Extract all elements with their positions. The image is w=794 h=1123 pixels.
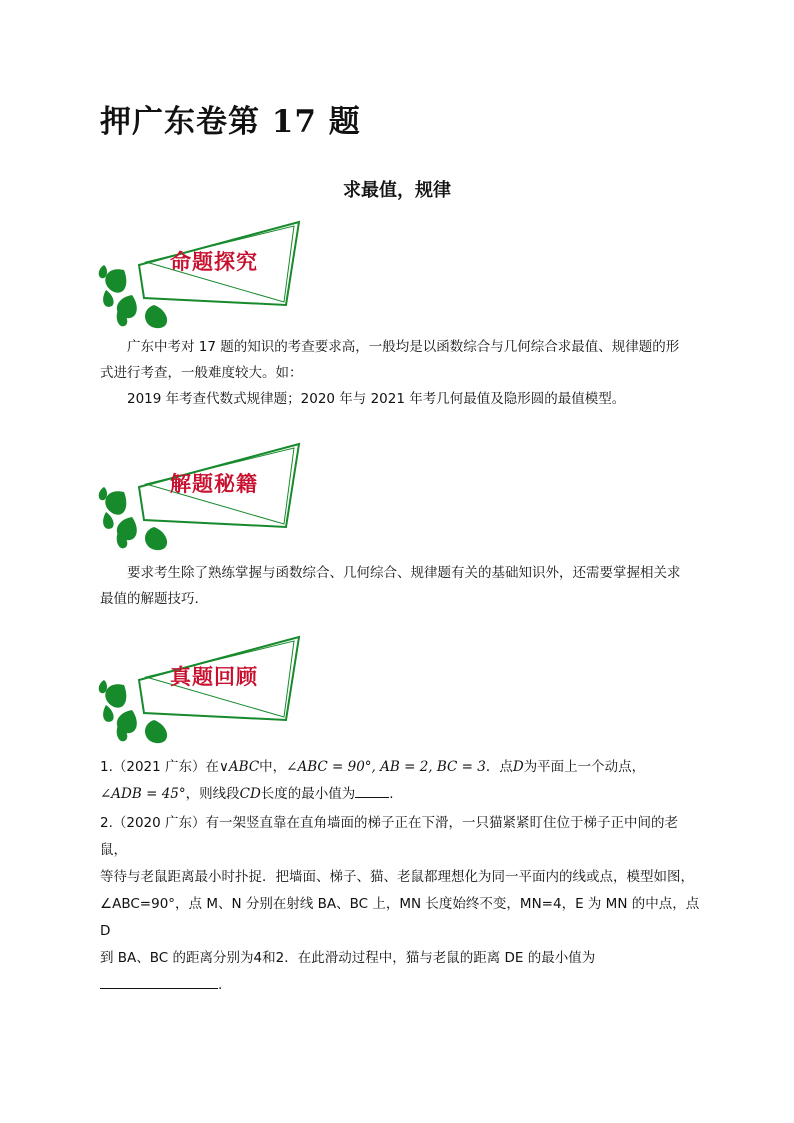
answer-blank[interactable]	[100, 974, 218, 989]
intro-line: 2019 年考查代数式规律题；2020 年与 2021 年考几何最值及隐形圆的最值模型。	[127, 391, 626, 407]
q1-text: 中，	[259, 759, 287, 775]
q1-text: 1.（2021 广东）在	[100, 759, 220, 775]
question-2-line-4	[100, 945, 700, 999]
intro-line: 广东中考对 17 题的知识的考查要求高，一般均是以函数综合与几何综合求最值、规律题的形	[127, 339, 680, 355]
q1-text: ，则线段	[185, 786, 240, 802]
q2-text: 到 BA、BC 的距离分别为4和2．在此滑动过程中，猫与老鼠的距离 DE 的最小值为	[100, 950, 596, 966]
q1-text: ．点	[485, 759, 513, 775]
q1-text: .	[389, 786, 394, 802]
answer-blank[interactable]	[355, 783, 389, 798]
q1-math: D	[512, 759, 524, 775]
section-label: 解题秘籍	[170, 472, 258, 496]
tips-paragraph	[100, 560, 700, 612]
intro-line: 式进行考查，一般难度较大。如：	[100, 365, 303, 381]
q2-text: .	[218, 977, 223, 993]
section-label: 真题回顾	[170, 665, 258, 689]
section-label: 命题探究	[170, 250, 258, 274]
question-1-line-2	[100, 781, 700, 808]
q1-math: CD	[239, 786, 261, 802]
question-2-line: 2.（2020 广东）有一架竖直靠在直角墙面的梯子正在下滑，一只猫紧紧盯住位于梯子正中间的老鼠，	[100, 815, 679, 858]
tips-line: 最值的解题技巧.	[100, 591, 199, 607]
question-2-line: 等待与老鼠距离最小时扑捉．把墙面、梯子、猫、老鼠都理想化为同一平面内的线或点，模型如图，	[100, 869, 694, 885]
section-banner-1	[94, 210, 314, 335]
page-title: 押广东卷第 17 题	[100, 104, 361, 140]
question-1	[100, 754, 700, 808]
q1-text: 长度的最小值为	[260, 786, 356, 802]
section-banner-2	[94, 432, 314, 557]
q1-text: 为平面上一个动点，	[523, 759, 646, 775]
question-1-line-1	[100, 754, 700, 781]
intro-paragraph	[100, 334, 700, 412]
section-banner-3	[94, 625, 314, 750]
tips-line: 要求考生除了熟练掌握与函数综合、几何综合、规律题有关的基础知识外，还需要掌握相关求	[127, 565, 681, 581]
q1-math: ∠ADB = 45°	[100, 786, 186, 802]
question-2	[100, 810, 700, 999]
question-2-line: ∠ABC=90°，点 M、N 分别在射线 BA、BC 上，MN 长度始终不变，MN=4，E 为 MN 的中点，点 D	[100, 896, 700, 939]
q1-math: ∠ABC = 90°, AB = 2, BC = 3	[286, 759, 486, 775]
q1-math: ∨ABC	[219, 759, 260, 775]
page-subtitle: 求最值，规律	[343, 180, 451, 201]
